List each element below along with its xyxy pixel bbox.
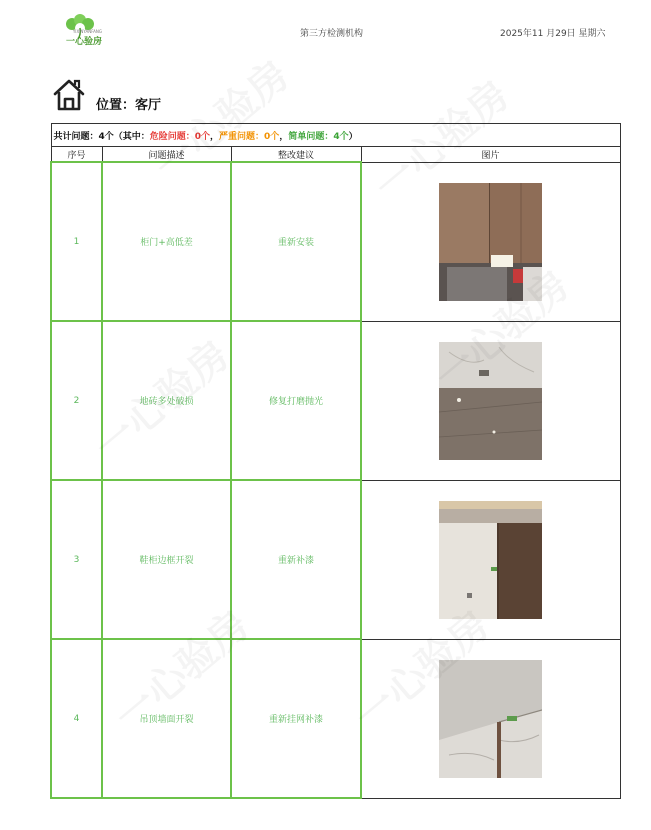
location-label: 位置：客厅 [96, 98, 162, 113]
table-row [51, 480, 620, 639]
organization-name: 第三方检测机构 [300, 29, 364, 39]
svg-text:一心验房: 一心验房 [65, 37, 103, 47]
column-header-photo: 图片 [361, 147, 620, 163]
column-header-no: 序号 [51, 147, 102, 163]
report-date: 2025年11 月29日 星期六 [500, 29, 606, 39]
table-header-row [51, 147, 620, 163]
row-problem: 地砖多处破损 [102, 321, 231, 480]
row-number: 1 [51, 162, 102, 321]
summary-total: 共计问题：4个（其中： [53, 131, 150, 142]
row-number: 4 [51, 639, 102, 798]
cabinet-door-photo [439, 183, 542, 301]
brand-logo [58, 13, 110, 47]
summary-sep: ， [279, 131, 289, 142]
row-photo-cell [361, 321, 620, 480]
summary-serious: 严重问题：0个 [219, 131, 280, 142]
page-header [0, 0, 651, 60]
row-advice: 重新安装 [231, 162, 361, 321]
row-number: 3 [51, 480, 102, 639]
row-advice: 重新挂网补漆 [231, 639, 361, 798]
column-header-problem: 问题描述 [102, 147, 231, 163]
row-advice: 重新补漆 [231, 480, 361, 639]
summary-suffix: ） [348, 131, 358, 142]
column-header-advice: 整改建议 [231, 147, 361, 163]
row-photo-cell [361, 162, 620, 321]
row-advice: 修复打磨抛光 [231, 321, 361, 480]
ceiling-wall-photo [439, 660, 542, 778]
table-row [51, 162, 620, 321]
floor-tile-photo [439, 342, 542, 460]
shoe-cabinet-photo [439, 501, 542, 619]
summary-danger: 危险问题：0个 [149, 131, 211, 142]
row-problem: 吊顶墙面开裂 [102, 639, 231, 798]
row-number: 2 [51, 321, 102, 480]
table-row [51, 639, 620, 798]
house-icon [52, 78, 86, 112]
summary-sep: ， [210, 131, 220, 142]
svg-text:YIXINYANFANG: YIXINYANFANG [72, 29, 102, 34]
table-row [51, 321, 620, 480]
row-photo-cell [361, 480, 620, 639]
summary-row [51, 124, 620, 147]
inspection-table [50, 123, 621, 799]
row-problem: 柜门+高低差 [102, 162, 231, 321]
summary-simple: 简单问题：4个 [288, 131, 349, 142]
row-problem: 鞋柜边框开裂 [102, 480, 231, 639]
row-photo-cell [361, 639, 620, 798]
